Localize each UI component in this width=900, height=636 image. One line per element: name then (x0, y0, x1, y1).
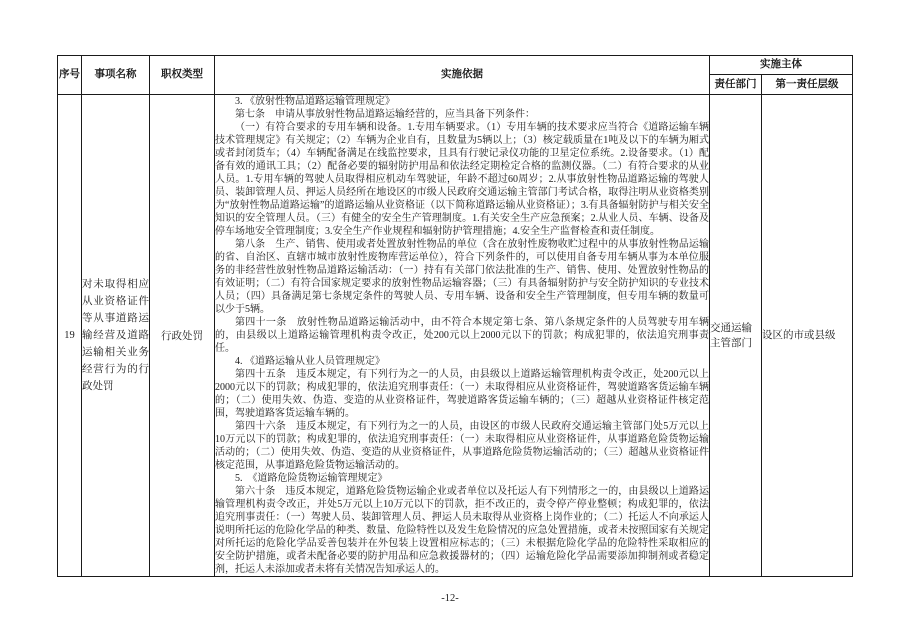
cell-item-name: 对未取得相应从业资格证件等从事道路运输经营及道路运输相关业务经营行为的行政处罚 (82, 95, 150, 577)
header-subject: 实施主体 (710, 56, 853, 75)
page-number: -12- (441, 593, 459, 604)
header-item-name: 事项名称 (82, 56, 150, 95)
cell-basis-text: 3. 《放射性物品道路运输管理规定》 第七条 申请从事放射性物品道路运输经营的，应当具备下列条件： （一）有符合要求的专用车辆和设备。1.专用车辆要求。（1）专用车辆的技术要求应当符合《道路运输车辆技术管理规定》有关规定；（2）车辆为企业自有，且数量为5辆以上；（3）核定载质量在1吨及以下的车辆为厢式或者封闭货车；（4）车辆配备满足在线监控要求，且具有行驶记录仪功能的卫星定位系统。2.设备要求。（1）配备有效的通讯工具；（2）配备必要的辐射防护用品和依法经定期检定合格的监测仪器。（二）有符合要求的从业人员。1.专用车辆的驾驶人员取得相应机动车驾驶证，年龄不超过60周岁；2.从事放射性物品道路运输的驾驶人员、装卸管理人员、押运人员经所在地设区的市级人民政府交通运输主管部门考试合格，取得注明从业资格类别为“放射性物品道路运输”的道路运输从业资格证（以下简称道路运输从业资格证）；3.有具备辐射防护与相关安全知识的安全管理人员。（三）有健全的安全生产管理制度。1.有关安全生产应急预案；2.从业人员、车辆、设备及停车场地安全管理制度；3.安全生产作业规程和辐射防护管理措施；4.安全生产监督检查和责任制度。 第八条 生产、销售、使用或者处置放射性物品的单位（含在放射性废物收贮过程中的从事放射性物品运输的省、自治区、直辖市城市放射性废物库营运单位），符合下列条件的，可以使用自备专用车辆从事为本单位服务的非经营性放射性物品道路运输活动：（一）持有有关部门依法批准的生产、销售、使用、处置放射性物品的有效证明；（二）有符合国家规定要求的放射性物品运输容器；（三）有具备辐射防护与安全防护知识的专业技术人员；（四）具备满足第七条规定条件的驾驶人员、专用车辆、设备和安全生产管理制度，但专用车辆的数量可以少于5辆。 第四十一条 放射性物品道路运输活动中，由不符合本规定第七条、第八条规定条件的人员驾驶专用车辆的，由县级以上道路运输管理机构责令改正，处200元以上2000元以下的罚款；构成犯罪的，依法追究刑事责任。 4. 《道路运输从业人员管理规定》 第四十五条 违反本规定，有下列行为之一的人员，由县级以上道路运输管理机构责令改正，处200元以上2000元以下的罚款；构成犯罪的，依法追究刑事责任：（一）未取得相应从业资格证件，驾驶道路客货运输车辆的；（二）使用失效、伪造、变造的从业资格证件，驾驶道路客货运输车辆的；（三）超越从业资格证件核定范围，驾驶道路客货运输车辆的。 第四十六条 违反本规定，有下列行为之一的人员，由设区的市级人民政府交通运输主管部门处5万元以上10万元以下的罚款；构成犯罪的，依法追究刑事责任：（一）未取得相应从业资格证件，从事道路危险货物运输活动的；（二）使用失效、伪造、变造的从业资格证件，从事道路危险货物运输活动的；（三）超越从业资格证件核定范围，从事道路危险货物运输活动的。 5. 《道路危险货物运输管理规定》 第六十条 违反本规定，道路危险货物运输企业或者单位以及托运人有下列情形之一的，由县级以上道路运输管理机构责令改正，并处5万元以上10万元以下的罚款，拒不改正的，责令停产停业整顿；构成犯罪的，依法追究刑事责任：（一）驾驶人员、装卸管理人员、押运人员未取得从业资格上岗作业的；（二）托运人不向承运人说明所托运的危险化学品的种类、数量、危险特性以及发生危险情况的应急处置措施，或者未按照国家有关规定对所托运的危险化学品妥善包装并在外包装上设置相应标志的；（三）未根据危险化学品的危险特性采取相应的安全防护措施，或者未配备必要的防护用品和应急救援器材的；（四）运输危险化学品需要添加抑制剂或者稳定剂，托运人未添加或者未将有关情况告知承运人的。 (215, 96, 709, 575)
cell-power-type: 行政处罚 (150, 95, 215, 577)
cell-department: 交通运输主管部门 (710, 95, 762, 577)
header-basis: 实施依据 (215, 56, 710, 95)
header-seq: 序号 (58, 56, 82, 95)
cell-seq: 19 (58, 95, 82, 577)
header-power-type: 职权类型 (150, 56, 215, 95)
cell-level: 设区的市或县级 (762, 95, 853, 577)
header-level: 第一责任层级 (762, 75, 853, 95)
header-department: 责任部门 (710, 75, 762, 95)
authority-table (57, 55, 853, 577)
table-row (58, 95, 853, 577)
